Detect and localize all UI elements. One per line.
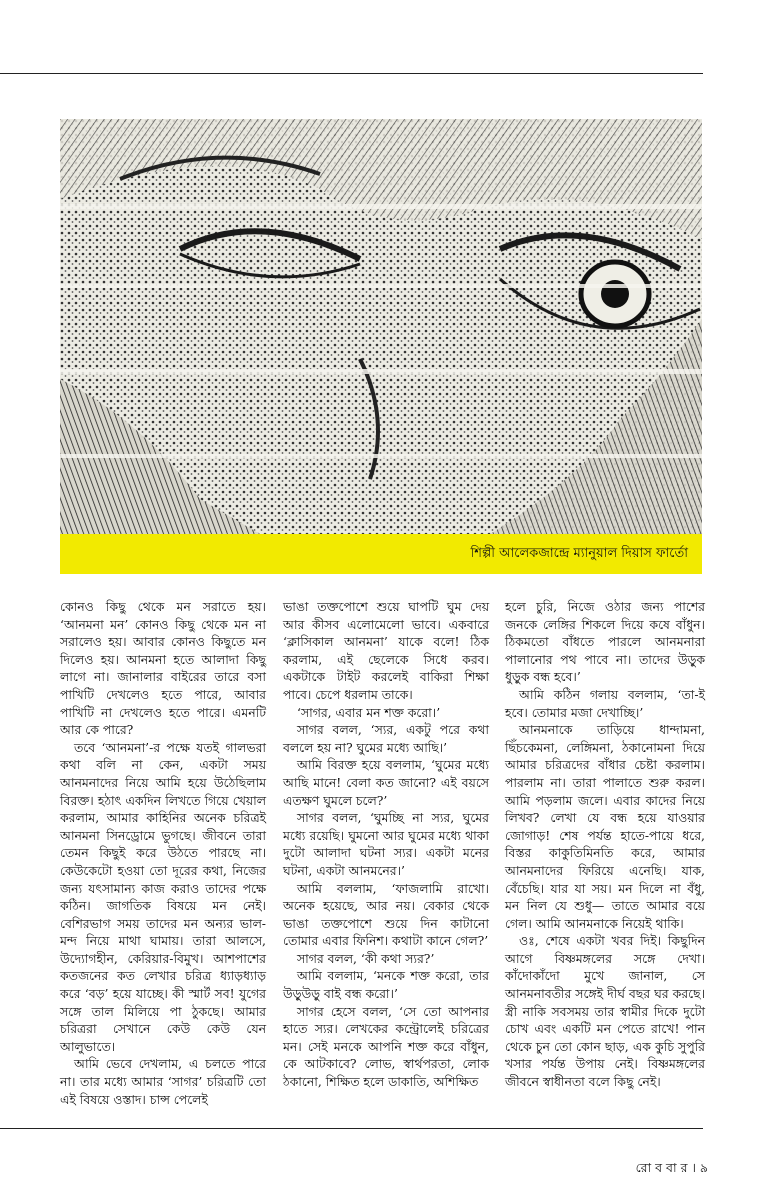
text-column-3 xyxy=(505,598,705,1091)
text-column-1 xyxy=(60,598,266,1108)
paragraph: আমি বললাম, ‘ফাজলামি রাখো। অনেক হয়েছে, আর নয়। বেকার থেকে ভাঙা তক্তপোশে শুয়ে দিন কাটানো তোমার এবার ফিনিশ। কথাটা কানে গেল?’ xyxy=(283,880,489,949)
caption-band xyxy=(60,534,702,574)
paragraph: হলে চুরি, নিজে ওঠার জন্য পাশের জনকে লেঙ্গির শিকলে দিয়ে কষে বাঁধুন। ঠিকমতো বাঁধতে পারলে আনমনারা পালানোর পথ পাবে না। তাদের উড়ুক ধুড়ুক বন্ধ হবে।’ xyxy=(505,599,705,685)
paragraph: সাগর বলল, ‘ঘুমচ্ছি না স্যর, ঘুমের মধ্যে রয়েছি। ঘুমনো আর ঘুমের মধ্যে থাকা দুটো আলাদা ঘটনা স্যর। একটা মনের ঘটনা, একটা আনমনের।’ xyxy=(283,810,489,878)
top-rule xyxy=(0,73,703,74)
paragraph: আমি বললাম, ‘মনকে শক্ত করো, তার উড়ুউড়ু বাই বন্ধ করো।’ xyxy=(283,968,489,1002)
artist-caption: শিল্পী আলেকজান্দ্রে ম্যানুয়াল দিয়াস ফার্তো xyxy=(470,545,688,561)
text-column-2 xyxy=(283,598,489,1091)
paragraph: আনমনাকে তাড়িয়ে ধান্দামনা, ছিঁচকেমনা, লেঙ্গিমনা, ঠকানোমনা দিয়ে আমার চরিত্রদের বাঁধার চেষ্টা করলাম। পারলাম না। তারা পালাতে শুরু করল। আমি পড়লাম জলে। এবার কাদের নিয়ে লিখব? লেখা যে বন্ধ হয়ে যাওয়ার জোগাড়! শেষ পর্যন্ত হাতে-পায়ে ধরে, বিস্তর কাকুতিমিনতি করে, আমার আনমনাদের ফিরিয়ে এনেছি। যাক, বেঁচেছি। যার যা সয়। মন দিলে না বঁধু, মন নিল যে শুধু— তাতে আমার বয়ে গেল। আমি আনমনাকে নিয়েই থাকি। xyxy=(505,722,705,931)
paragraph: সাগর বলল, ‘কী কথা স্যর?’ xyxy=(297,950,435,966)
paragraph: কোনও কিছু থেকে মন সরাতে হয়। ‘আনমনা মন’ কোনও কিছু থেকে মন না সরালেও হয়। আবার কোনও কিছুতে মন দিলেও হয়। আনমনা হতে আলাদা কিছু লাগে না। জানালার বাইরের তারে বসা পাখিটি দেখলেও হতে পারে, আবার পাখিটি না দেখলেও হতে পারে। এমনটি আর কে পারে? xyxy=(60,599,266,738)
paragraph: তবে ‘আনমনা’-র পক্ষে যতই গালভরা কথা বলি না কেন, একটা সময় আনমনাদের নিয়ে আমি হয়ে উঠেছিলাম বিরক্ত। হঠাৎ একদিন লিখতে গিয়ে খেয়াল করলাম, আমার কাহিনির অনেক চরিত্রই আনমনা সিনড্রোমে ভুগছে। জীবনে তারা তেমন কিছুই করে উঠতে পারছে না। কেউকেটো হওয়া তো দূরের কথা, নিজের জন্য যৎসামান্য কাজ করাও তাদের পক্ষে কঠিন। জাগতিক বিষয়ে মন নেই। বেশিরভাগ সময় তাদের মন অন্যর ভাল-মন্দ নিয়ে মাথা ঘামায়। তারা আলসে, উদ্যোগহীন, কেরিয়ার-বিমুখ। আশপাশের কতজনের কত লেখার চরিত্র ধ্যাড়ধ্যাড় করে ‘বড়’ হয়ে যাচ্ছে। কী স্মার্ট সব! যুগের সঙ্গে তাল মিলিয়ে পা ঠুকছে। আমার চরিত্ররা সেখানে কেউ কেউ যেন আলুভাতে। xyxy=(60,739,266,1054)
paragraph: আমি কঠিন গলায় বললাম, ‘তা-ই হবে। তোমার মজা দেখাচ্ছি।’ xyxy=(505,686,705,720)
paragraph: ‘সাগর, এবার মন শক্ত করো।’ xyxy=(297,704,441,720)
face-sketch-image xyxy=(60,119,702,534)
paragraph: সাগর বলল, ‘স্যর, একটু পরে কথা বললে হয় না? ঘুমের মধ্যে আছি।’ xyxy=(283,722,489,755)
page-folio: রো ব বা র । ৯ xyxy=(635,1160,708,1175)
paragraph: সাগর হেসে বলল, ‘সে তো আপনার হাতে স্যর। লেখকের কন্ট্রোলেই চরিত্রের মন। সেই মনকে আপনি শক্ত করে বাঁধুন, কে আটকাবে? লোভ, স্বার্থপরতা, লোক ঠকানো, শিক্ষিত হলে ডাকাতি, অশিক্ষিত xyxy=(283,1003,489,1090)
artwork-illustration xyxy=(60,119,702,534)
bottom-rule xyxy=(0,1128,703,1129)
paragraph: আমি বিরক্ত হয়ে বললাম, ‘ঘুমের মধ্যে আছি মানে! বেলা কত জানো? এই বয়সে এতক্ষণ ঘুমলে চলে?’ xyxy=(283,757,489,808)
paragraph: ওঃ, শেষে একটা খবর দিই। কিছুদিন আগে বিষ্ণমঙ্গলের সঙ্গে দেখা। কাঁদোকাঁদো মুখে জানাল, সে আনমনাবতীর সঙ্গেই দীর্ঘ বছর ঘর করছে। স্ত্রী নাকি সবসময় তার স্বামীর দিকে দুটো চোখ এবং একটি মন পেতে রাখে! পান থেকে চুন তো কোন ছাড়, এক কুচি সুপুরি খসার পর্যন্ত উপায় নেই। বিষ্ণমঙ্গলের জীবনে স্বাধীনতা বলে কিছু নেই। xyxy=(505,933,705,1090)
paragraph: আমি ভেবে দেখলাম, এ চলতে পারে না। তার মধ্যে আমার ‘সাগর’ চরিত্রটি তো এই বিষয়ে ওস্তাদ। চান্স পেলেই xyxy=(60,1056,266,1107)
paragraph: ভাঙা তক্তপোশে শুয়ে ঘাপটি ঘুম দেয় আর কীসব এলোমেলো ভাবে। একবারে ‘ক্লাসিকাল আনমনা’ যাকে বলে! ঠিক করলাম, এই ছেলেকে সিধে করব। একটাকে টাইট করলেই বাকিরা শিক্ষা পাবে। চেপে ধরলাম তাকে। xyxy=(283,599,489,702)
